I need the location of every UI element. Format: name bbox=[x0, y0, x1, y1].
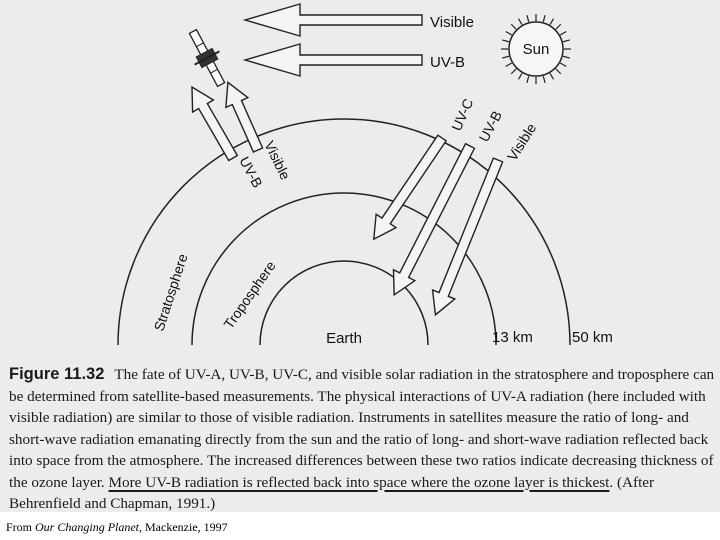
figure-number: Figure 11.32 bbox=[9, 365, 105, 383]
label-visible-reflected: Visible bbox=[261, 138, 294, 183]
label-stratosphere: Stratosphere bbox=[150, 251, 191, 333]
label-50km: 50 km bbox=[572, 329, 613, 346]
arrow-visible-incoming bbox=[424, 156, 509, 320]
figure-caption bbox=[9, 364, 719, 512]
outer-stratosphere-boundary bbox=[118, 119, 570, 345]
label-uvb-incoming: UV-B bbox=[475, 108, 505, 145]
caption-underlined-text: More UV-B radiation is reflected back into space where the ozone layer is thickest bbox=[108, 473, 610, 491]
label-visible-incoming: Visible bbox=[503, 120, 540, 164]
source-credit bbox=[6, 520, 228, 535]
arrow-uvb-incoming bbox=[383, 141, 480, 301]
source-prefix: From bbox=[6, 520, 36, 534]
label-uvc: UV-C bbox=[448, 96, 477, 134]
satellite-icon bbox=[181, 25, 234, 91]
arrow-visible-to-satellite bbox=[245, 4, 422, 36]
label-sun: Sun bbox=[522, 41, 550, 58]
arrow-uvb-to-satellite bbox=[245, 44, 422, 76]
label-troposphere: Troposphere bbox=[220, 257, 279, 332]
source-book-title: Our Changing Planet bbox=[35, 520, 140, 534]
label-uvb-top: UV-B bbox=[430, 54, 466, 71]
caption-citation: . (After Behrenfield and Chapman, 1991.) bbox=[9, 473, 655, 512]
label-earth: Earth bbox=[326, 330, 362, 347]
label-visible-top: Visible bbox=[430, 14, 474, 31]
source-suffix: , Mackenzie, 1997 bbox=[139, 520, 228, 534]
label-uvb-reflected: UV-B bbox=[236, 153, 266, 191]
caption-main-text: The fate of UV-A, UV-B, UV-C, and visible solar radiation in the stratosphere and troposphere can be determined from satellite-based measurements. The physical interactions of UV-A radiation (here included with visible radiation) are similar to those of visible radiation. Instruments in satellites measure the ratio of long- and short-wave radiation emanating directly from the sun and the ratio of long- and short-wave radiation reflected back into space from the atmosphere. The increased differences between these two ratios indicate decreasing thickness of the ozone layer. bbox=[9, 366, 715, 491]
label-13km: 13 km bbox=[492, 329, 533, 346]
arrow-uvc-incoming bbox=[364, 131, 452, 246]
